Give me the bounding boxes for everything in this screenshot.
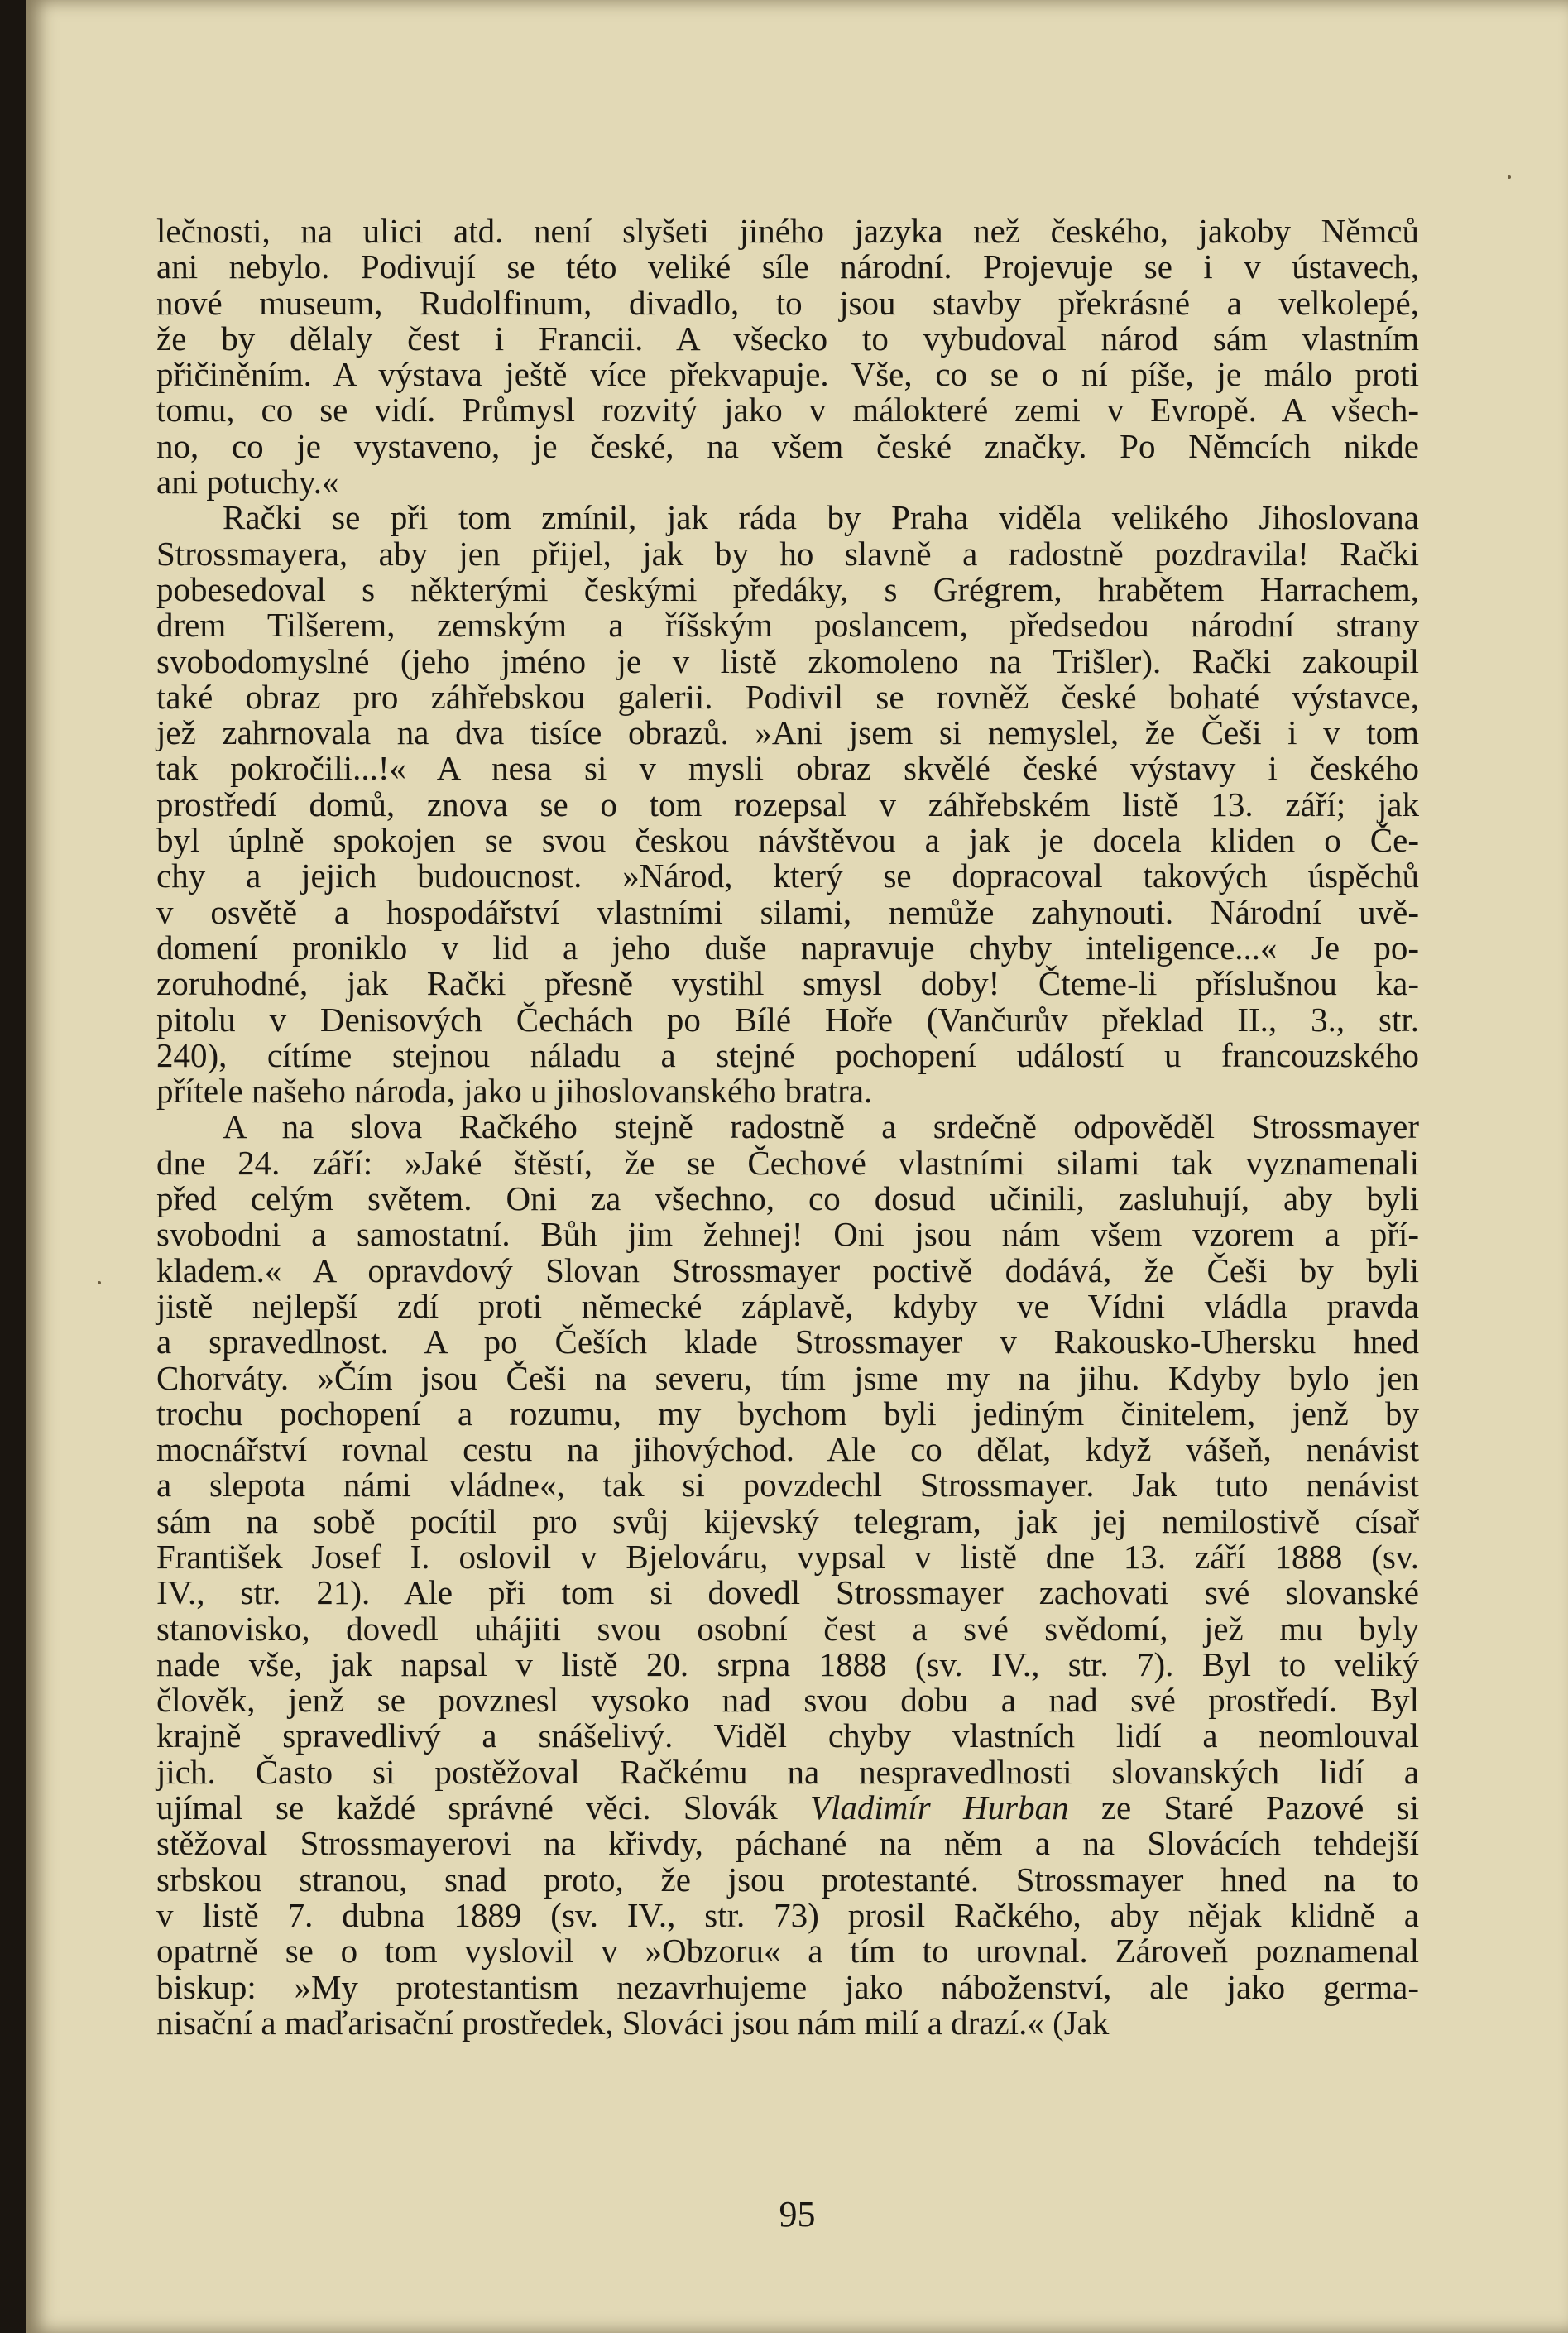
text-line: že by dělaly čest i Francii. A všecko to vybudoval národ sám vlastním bbox=[156, 319, 1419, 358]
text-line: opatrně se o tom vyslovil v »Obzoru« a tím to urovnal. Zároveň poznamenal bbox=[156, 1932, 1419, 1971]
text-line: také obraz pro záhřebskou galerii. Podivil se rovněž české bohaté výstavce, bbox=[156, 677, 1419, 716]
text-line: prostředí domů, znova se o tom rozepsal v záhřebském listě 13. září; jak bbox=[156, 785, 1419, 823]
text-line: 240), cítíme stejnou náladu a stejné pochopení událostí u francouzského bbox=[156, 1035, 1419, 1074]
text-line: chy a jejich budoucnost. »Národ, který se dopracoval takových úspěchů bbox=[156, 857, 1419, 895]
text-line: srbskou stranou, snad proto, že jsou protestanté. Strossmayer hned na to bbox=[156, 1860, 1419, 1899]
italic-name: Vladimír Hurban bbox=[809, 1788, 1069, 1827]
text-line: nové museum, Rudolfinum, divadlo, to jsou stavby překrásné a velkolepé, bbox=[156, 283, 1419, 322]
text-line: a slepota námi vládne«, tak si povzdechl Strossmayer. Jak tuto nenávist bbox=[156, 1466, 1419, 1505]
text-line: před celým světem. Oni za všechno, co dosud učinili, zasluhují, aby byli bbox=[156, 1179, 1419, 1218]
text-line: A na slova Račkého stejně radostně a srdečně odpověděl Strossmayer bbox=[223, 1107, 1419, 1146]
text-line: svobodomyslné (jeho jméno je v listě zkomoleno na Trišler). Rački zakoupil bbox=[156, 641, 1419, 680]
text-line: ani potuchy.« bbox=[156, 463, 339, 502]
dust-speck bbox=[1508, 175, 1511, 179]
text-line: mocnářství rovnal cestu na jihovýchod. Ale co dělat, když vášeň, nenávist bbox=[156, 1430, 1419, 1469]
text-line: biskup: »My protestantism nezavrhujeme jako náboženství, ale jako germa- bbox=[156, 1967, 1419, 2006]
text-line: v listě 7. dubna 1889 (sv. IV., str. 73) prosil Račkého, aby nějak klidně a bbox=[156, 1895, 1419, 1934]
text-line: lečnosti, na ulici atd. není slyšeti jiného jazyka než českého, jakoby Němců bbox=[156, 212, 1419, 250]
text-line: člověk, jenž se povznesl vysoko nad svou dobu a nad své prostředí. Byl bbox=[156, 1681, 1419, 1720]
text-line: krajně spravedlivý a snášelivý. Viděl chyby vlastních lidí a neomlouval bbox=[156, 1716, 1419, 1755]
text-line: jistě nejlepší zdí proti německé záplavě, kdyby ve Vídni vládla pravda bbox=[156, 1286, 1419, 1325]
text-line: jich. Často si postěžoval Račkému na nespravedlnosti slovanských lidí a bbox=[156, 1752, 1419, 1791]
text-line: přítele našeho národa, jako u jihoslovanského bratra. bbox=[156, 1072, 873, 1111]
page-number: 95 bbox=[779, 2194, 816, 2235]
text-line: domení proniklo v lid a jeho duše napravuje chyby inteligence...« Je po- bbox=[156, 928, 1419, 967]
text-line: trochu pochopení a rozumu, my bychom byli jediným činitelem, jenž by bbox=[156, 1394, 1419, 1433]
text-line: dne 24. září: »Jaké štěstí, že se Čechové vlastními silami tak vyznamenali bbox=[156, 1143, 1419, 1182]
paragraph bbox=[156, 214, 1419, 500]
dust-speck bbox=[98, 1281, 101, 1284]
text-line: Strossmayera, aby jen přijel, jak by ho slavně a radostně pozdravila! Rački bbox=[156, 534, 1419, 573]
text-line: stanovisko, dovedl uhájiti svou osobní čest a své svědomí, jež mu byly bbox=[156, 1609, 1419, 1648]
text-line: zoruhodné, jak Rački přesně vystihl smysl doby! Čteme-li příslušnou ka- bbox=[156, 964, 1419, 1003]
text-line: IV., str. 21). Ale při tom si dovedl Strossmayer zachovati své slovanské bbox=[156, 1573, 1419, 1612]
text-line: svobodni a samostatní. Bůh jim žehnej! Oni jsou nám všem vzorem a pří- bbox=[156, 1215, 1419, 1254]
text-line: stěžoval Strossmayerovi na křivdy, páchané na něm a na Slovácích tehdejší bbox=[156, 1824, 1419, 1863]
text-line: pobesedoval s některými českými předáky, s Grégrem, hrabětem Harrachem, bbox=[156, 569, 1419, 608]
paragraph bbox=[156, 1109, 1419, 2041]
text-line: přičiněním. A výstava ještě více překvapuje. Vše, co se o ní píše, je málo proti bbox=[156, 355, 1419, 394]
text-line: kladem.« A opravdový Slovan Strossmayer poctivě dodává, že Češi by byli bbox=[156, 1251, 1419, 1289]
text-line: v osvětě a hospodářství vlastními silami, nemůže zahynouti. Národní uvě- bbox=[156, 892, 1419, 931]
text-line: tomu, co se vidí. Průmysl rozvitý jako v málokteré zemi v Evropě. A všech- bbox=[156, 391, 1419, 430]
text-line: tak pokročili...!« A nesa si v mysli obraz skvělé české výstavy i českého bbox=[156, 749, 1419, 788]
paragraph bbox=[156, 500, 1419, 1109]
text-line: Chorváty. »Čím jsou Češi na severu, tím jsme my na jihu. Kdyby bylo jen bbox=[156, 1358, 1419, 1397]
text-line: nade vše, jak napsal v listě 20. srpna 1888 (sv. IV., str. 7). Byl to veliký bbox=[156, 1644, 1419, 1683]
text-line: pitolu v Denisových Čechách po Bílé Hoře (Vančurův překlad II., 3., str. bbox=[156, 1000, 1419, 1039]
text-line: František Josef I. oslovil v Bjelováru, vypsal v listě dne 13. září 1888 (sv. bbox=[156, 1537, 1419, 1576]
text-line: jež zahrnovala na dva tisíce obrazů. »Ani jsem si nemyslel, že Češi i v tom bbox=[156, 713, 1419, 752]
text-line: ujímal se každé správné věci. Slovák Vladimír Hurban ze Staré Pazové si bbox=[156, 1788, 1419, 1827]
text-line: Rački se při tom zmínil, jak ráda by Praha viděla velikého Jihoslovana bbox=[223, 498, 1419, 537]
text-line: no, co je vystaveno, je české, na všem české značky. Po Němcích nikde bbox=[156, 426, 1419, 465]
text-line: sám na sobě pocítil pro svůj kijevský telegram, jak jej nemilostivě císař bbox=[156, 1501, 1419, 1540]
text-line: byl úplně spokojen se svou českou návštěvou a jak je docela kliden o Če- bbox=[156, 821, 1419, 860]
text-line: a spravedlnost. A po Češích klade Strossmayer v Rakousko-Uhersku hned bbox=[156, 1323, 1419, 1361]
text-line: ani nebylo. Podivují se této veliké síle národní. Projevuje se i v ústavech, bbox=[156, 247, 1419, 286]
book-page bbox=[26, 0, 1568, 2333]
body-text bbox=[156, 214, 1419, 2041]
text-line: drem Tilšerem, zemským a říšským poslancem, předsedou národní strany bbox=[156, 606, 1419, 645]
text-line: nisační a maďarisační prostředek, Slováci jsou nám milí a drazí.« (Jak bbox=[156, 2003, 1110, 2042]
